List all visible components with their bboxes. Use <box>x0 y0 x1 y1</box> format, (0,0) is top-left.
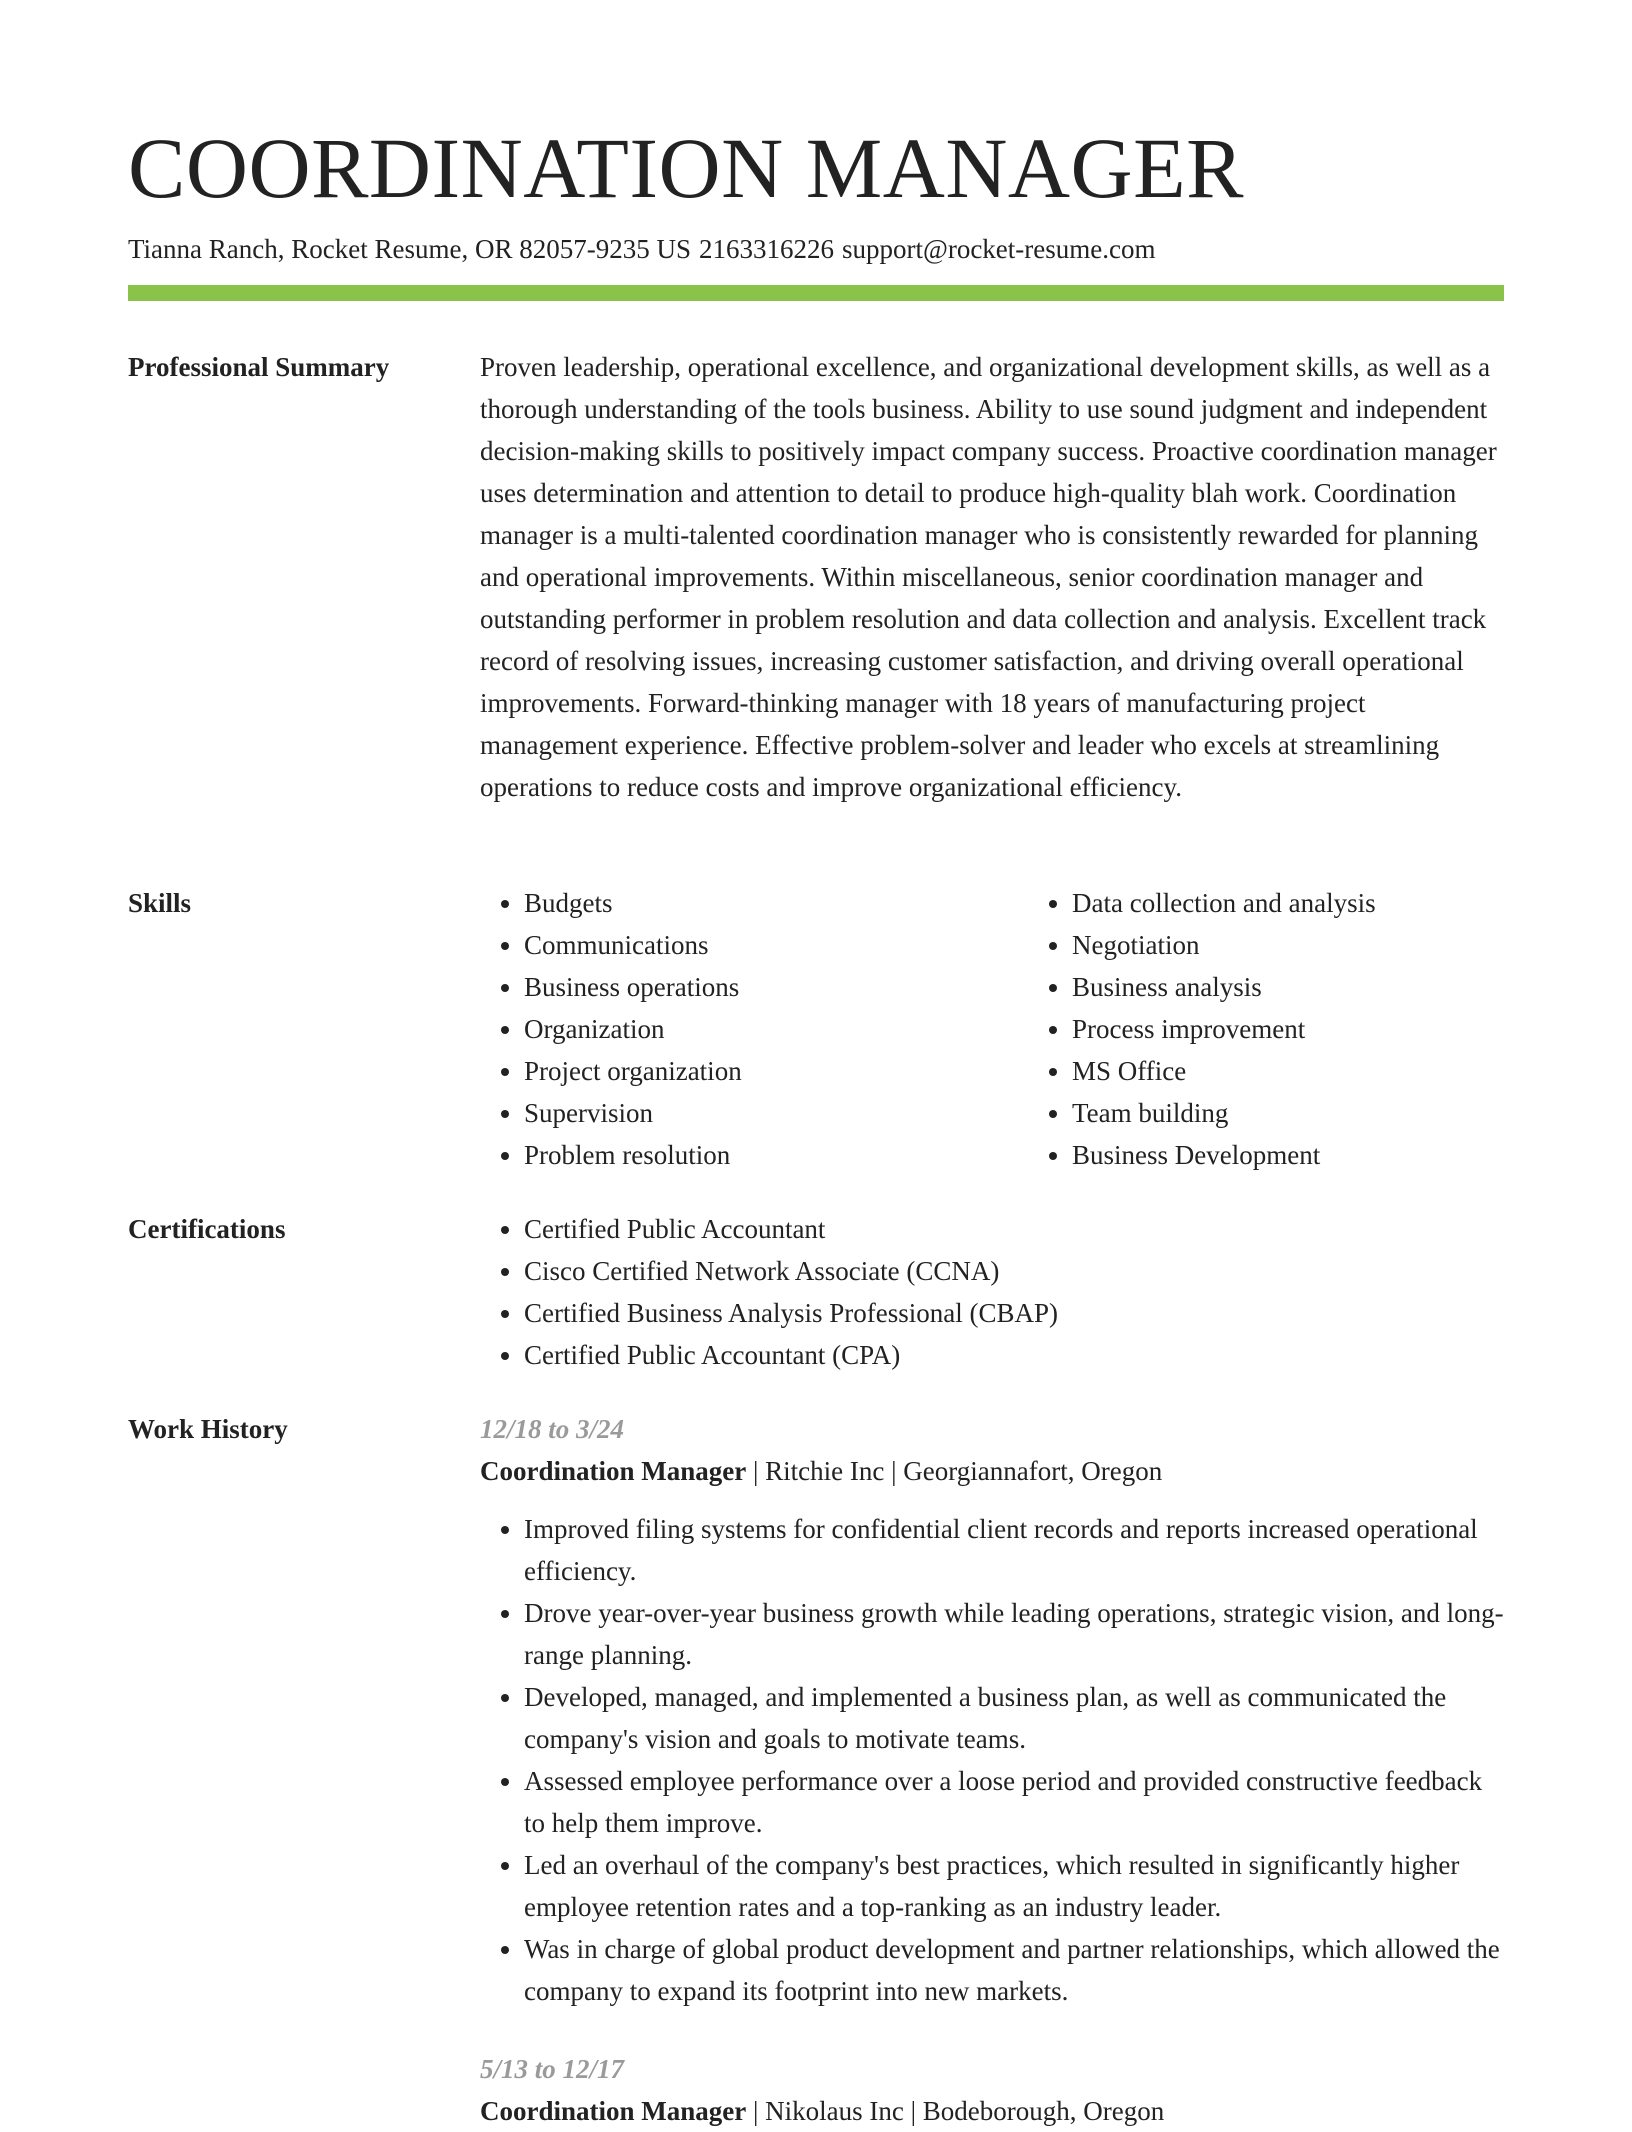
job-bullets <box>480 1508 1504 2012</box>
job-company: Ritchie Inc <box>765 1456 885 1486</box>
certifications-list <box>480 1208 1504 1376</box>
job-bullet: • Assessed employee performance over a loose period and provided constructive feedback to help them improve. <box>524 1760 1504 1844</box>
page-title: COORDINATION MANAGER <box>128 120 1245 216</box>
section-heading-certifications: Certifications <box>128 1214 286 1244</box>
job-bullet: • Improved filing systems for confidential client records and reports increased operational efficiency. <box>524 1508 1504 1592</box>
certifications-body <box>480 1208 1504 1376</box>
job-location: Georgiannafort, Oregon <box>903 1456 1163 1486</box>
certification-item: • Certified Public Accountant <box>524 1208 1504 1250</box>
job-company: Nikolaus Inc <box>765 2096 904 2126</box>
certification-item: • Certified Business Analysis Professional (CBAP) <box>524 1292 1504 1334</box>
work-history-body <box>480 1408 1504 2132</box>
contact-email: support@rocket-resume.com <box>841 234 1156 264</box>
job-separator: | <box>753 2096 766 2126</box>
contact-line <box>128 230 1164 268</box>
job-dates: 5/13 to 12/17 <box>480 2054 625 2084</box>
job-bullet: • Was in charge of global product development and partner relationships, which allowed the company to expand its footprint into new markets. <box>524 1928 1504 2012</box>
job-entry <box>480 1408 1504 2012</box>
job-dates: 12/18 to 3/24 <box>480 1414 625 1444</box>
skill-item: • Budgets <box>524 882 984 924</box>
job-title: Coordination Manager <box>480 2096 747 2126</box>
certification-item: • Certified Public Accountant (CPA) <box>524 1334 1504 1376</box>
skill-item: • Team building <box>1072 1092 1532 1134</box>
summary-body <box>480 346 1504 808</box>
skill-item: • MS Office <box>1072 1050 1532 1092</box>
job-entry <box>480 2048 1504 2132</box>
job-title-line <box>480 1450 1504 1492</box>
skill-item: • Project organization <box>524 1050 984 1092</box>
job-title: Coordination Manager <box>480 1456 747 1486</box>
job-bullet: • Developed, managed, and implemented a business plan, as well as communicated the company's vision and goals to motivate teams. <box>524 1676 1504 1760</box>
job-title-line <box>480 2090 1504 2132</box>
section-heading-summary: Professional Summary <box>128 352 390 382</box>
skill-item: • Negotiation <box>1072 924 1532 966</box>
job-separator: | <box>753 1456 766 1486</box>
skill-item: • Problem resolution <box>524 1134 984 1176</box>
job-bullet: • Drove year-over-year business growth while leading operations, strategic vision, and long-range planning. <box>524 1592 1504 1676</box>
skills-list-right <box>1028 882 1532 1176</box>
skill-item: • Business operations <box>524 966 984 1008</box>
contact-phone: 2163316226 <box>698 234 834 264</box>
header-divider <box>128 285 1504 301</box>
skill-item: • Data collection and analysis <box>1072 882 1532 924</box>
job-separator: | <box>891 1456 904 1486</box>
skill-item: • Organization <box>524 1008 984 1050</box>
skill-item: • Business analysis <box>1072 966 1532 1008</box>
skill-item: • Supervision <box>524 1092 984 1134</box>
skills-list-left <box>480 882 984 1176</box>
skill-item: • Process improvement <box>1072 1008 1532 1050</box>
summary-text: Proven leadership, operational excellence, and organizational development skills, as well as a thorough understanding of the tools business. Ability to use sound judgment and independent decision-making skills to positively impact company success. Proactive coordination manager uses determination and attention to detail to produce high-quality blah work. Coordination manager is a multi-talented coordination manager who is consistently rewarded for planning and operational improvements. Within miscellaneous, senior coordination manager and outstanding performer in problem resolution and data collection and analysis. Excellent track record of resolving issues, increasing customer satisfaction, and driving overall operational improvements. Forward-thinking manager with 18 years of manufacturing project management experience. Effective problem-solver and leader who excels at streamlining operations to reduce costs and improve organizational efficiency. <box>480 352 1497 802</box>
section-heading-work-history: Work History <box>128 1414 288 1444</box>
skills-body <box>480 882 1504 1176</box>
contact-address: Tianna Ranch, Rocket Resume, OR 82057-9235 US <box>128 234 691 264</box>
job-bullet: • Led an overhaul of the company's best practices, which resulted in significantly higher employee retention rates and a top-ranking as an industry leader. <box>524 1844 1504 1928</box>
certification-item: • Cisco Certified Network Associate (CCNA) <box>524 1250 1504 1292</box>
skill-item: • Business Development <box>1072 1134 1532 1176</box>
job-location: Bodeborough, Oregon <box>922 2096 1165 2126</box>
section-heading-skills: Skills <box>128 888 192 918</box>
skill-item: • Communications <box>524 924 984 966</box>
job-separator: | <box>910 2096 923 2126</box>
